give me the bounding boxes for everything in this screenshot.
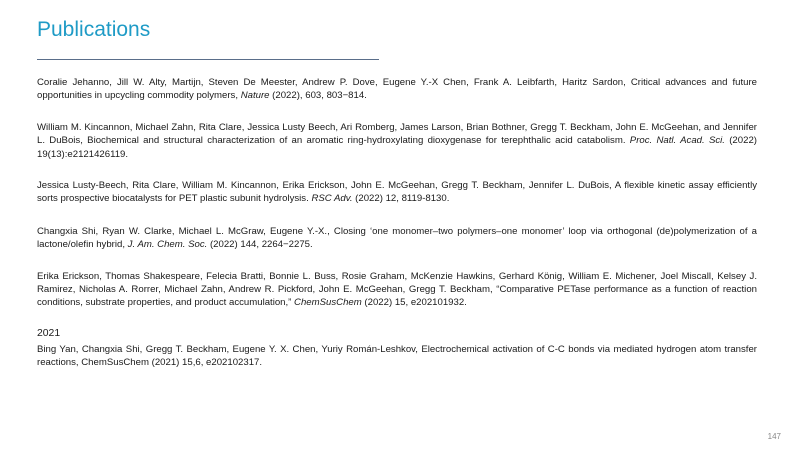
- publication-citation: (2022) 19(13):e2121426119.: [37, 135, 757, 160]
- publication-entry-1: [37, 76, 757, 103]
- publication-citation: (2022) 144, 2264−2275.: [207, 239, 313, 251]
- publication-authors-title: Changxia Shi, Ryan W. Clarke, Michael L. McGraw, Eugene Y.-X., Closing ‘one monomer–two polymers–one monomer’ loop via orthogonal (de)polymerization of a lactone/olefin hybrid,: [37, 225, 757, 251]
- publication-authors-title: William M. Kincannon, Michael Zahn, Rita Clare, Jessica Lusty Beech, Ari Romberg, James Larson, Brian Bothner, Gregg T. Beckham, John E. McGeehan, and Jennifer L. DuBois, Biochemical and structural characterization of an aromatic ring-hydroxylating dioxygenase for terephthalic acid catabolism.: [37, 121, 757, 147]
- publication-citation: (2022) 12, 8119-8130.: [352, 193, 450, 205]
- page-title: Publications: [37, 18, 151, 41]
- publication-authors-title: Erika Erickson, Thomas Shakespeare, Felecia Bratti, Bonnie L. Buss, Rosie Graham, McKenzie Hawkins, Gerhard König, William E. Michener, Joel Miscall, Kelsey J. Ramirez, Nicholas A. Rorrer, Michael Zahn, Andrew R. Pickford, John E. McGeehan, Gregg T. Beckham, “Comparative PETase performance as a function of reaction conditions, substrate properties, and product accumulation,”: [37, 270, 757, 309]
- publication-citation: (2022) 15, e202101932.: [361, 297, 467, 309]
- publication-journal: J. Am. Chem. Soc.: [127, 239, 208, 251]
- publication-entry-3: [37, 179, 757, 206]
- title-divider: [37, 59, 379, 60]
- year-heading-2021: 2021: [37, 327, 61, 339]
- publication-journal: Nature: [240, 90, 270, 102]
- publication-list: [37, 76, 757, 388]
- publication-authors-title: Coralie Jehanno, Jill W. Alty, Martijn, Steven De Meester, Andrew P. Dove, Eugene Y.-X Chen, Frank A. Leibfarth, Haritz Sardon, Critical advances and future opportunities in upcycling commodity polymers,: [37, 77, 757, 102]
- publication-authors-title: Jessica Lusty-Beech, Rita Clare, William M. Kincannon, Erika Erickson, John E. McGeehan, Gregg T. Beckham, Jennifer L. DuBois, A flexible kinetic assay efficiently sorts prospective biocatalysts for PET plastic subunit hydrolysis.: [37, 180, 757, 205]
- publication-entry-2021: Bing Yan, Changxia Shi, Gregg T. Beckham, Eugene Y. X. Chen, Yuriy Román-Leshkov, Electrochemical activation of C-C bonds via mediated hydrogen atom transfer reactions, ChemSusChem (2021) 15,6, e202102317.: [37, 343, 757, 369]
- publication-entry-2: [37, 121, 757, 161]
- publication-entry-5: [37, 270, 757, 310]
- publication-journal: Proc. Natl. Acad. Sci.: [629, 135, 725, 147]
- publication-journal: RSC Adv.: [311, 193, 353, 205]
- publication-journal: ChemSusChem: [294, 297, 362, 309]
- publication-citation: (2022), 603, 803−814.: [269, 90, 367, 102]
- page-number: 147: [767, 432, 781, 441]
- publication-entry-4: [37, 225, 757, 252]
